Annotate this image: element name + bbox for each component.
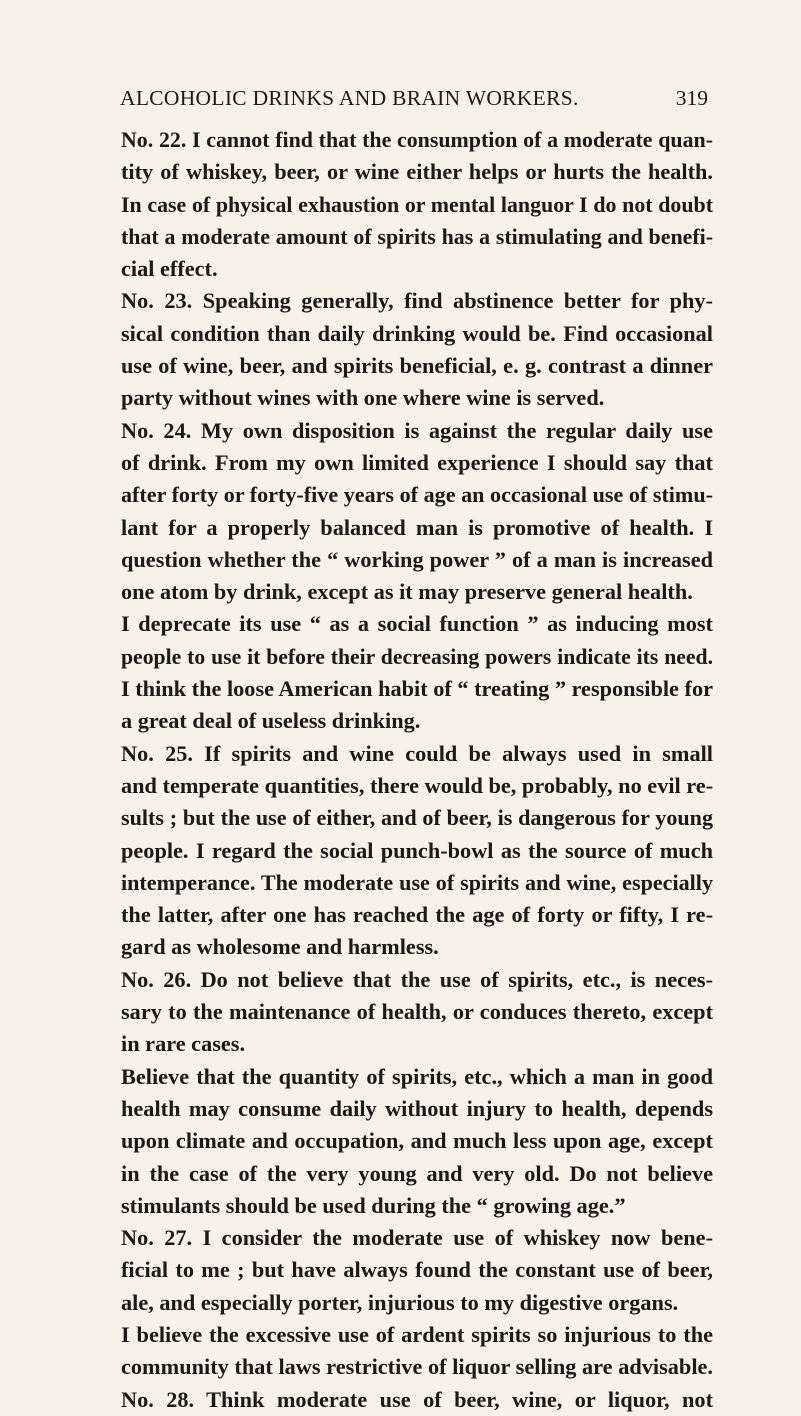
text-line: No. 27. I consider the moderate use of whiskey now bene- bbox=[121, 1225, 713, 1251]
text-line: intemperance. The moderate use of spirits and wine, especially bbox=[121, 869, 713, 895]
text-line: I believe the excessive use of ardent spirits so injurious to the bbox=[121, 1321, 713, 1347]
text-line: ale, and especially porter, injurious to my digestive organs. bbox=[121, 1289, 679, 1315]
text-line: I think the loose American habit of “ treating ” responsible for bbox=[121, 676, 713, 702]
text-line: No. 25. If spirits and wine could be always used in small bbox=[121, 740, 713, 766]
text-line: sults ; but the use of either, and of beer, is dangerous for young bbox=[121, 805, 713, 831]
text-line: No. 24. My own disposition is against the regular daily use bbox=[121, 417, 713, 443]
text-line: community that laws restrictive of liquor selling are advisable. bbox=[121, 1354, 713, 1380]
text-line: party without wines with one where wine is served. bbox=[121, 385, 605, 411]
text-line: the latter, after one has reached the age of forty or fifty, I re- bbox=[121, 902, 713, 928]
text-line: people to use it before their decreasing powers indicate its need. bbox=[121, 644, 713, 669]
text-line: in the case of the very young and very old. Do not believe bbox=[121, 1160, 713, 1186]
text-line: in rare cases. bbox=[121, 1031, 246, 1057]
text-line: health may consume daily without injury to health, depends bbox=[121, 1095, 713, 1121]
text-line: lant for a properly balanced man is promotive of health. I bbox=[121, 514, 713, 540]
text-line: after forty or forty-five years of age an occasional use of stimu- bbox=[121, 482, 713, 508]
page-number: 319 bbox=[675, 86, 708, 110]
text-line: question whether the “ working power ” of a man is increased bbox=[121, 546, 713, 572]
text-line: No. 22. I cannot find that the consumption of a moderate quan- bbox=[121, 127, 713, 152]
text-line: sary to the maintenance of health, or conduces thereto, except bbox=[121, 999, 713, 1025]
text-line: No. 26. Do not believe that the use of spirits, etc., is neces- bbox=[121, 966, 713, 992]
text-line: stimulants should be used during the “ growing age.” bbox=[121, 1192, 626, 1218]
running-head: ALCOHOLIC DRINKS AND BRAIN WORKERS. bbox=[120, 86, 579, 110]
page-header bbox=[0, 86, 801, 116]
body-text bbox=[121, 124, 713, 1416]
text-line: upon climate and occupation, and much less upon age, except bbox=[121, 1128, 713, 1154]
text-line: people. I regard the social punch-bowl as the source of much bbox=[121, 837, 713, 863]
text-line: one atom by drink, except as it may preserve general health. bbox=[121, 579, 693, 605]
text-line: gard as wholesome and harmless. bbox=[121, 934, 439, 960]
text-line: No. 23. Speaking generally, find abstinence better for phy- bbox=[121, 288, 713, 314]
text-line: of drink. From my own limited experience I should say that bbox=[121, 449, 713, 475]
text-line: use of wine, beer, and spirits beneficial, e. g. contrast a dinner bbox=[121, 353, 713, 379]
text-line: No. 28. Think moderate use of beer, wine, or liquor, not bbox=[121, 1386, 713, 1412]
text-line: sical condition than daily drinking would be. Find occasional bbox=[121, 320, 713, 346]
text-line: In case of physical exhaustion or mental languor I do not doubt bbox=[121, 191, 713, 217]
text-line: that a moderate amount of spirits has a stimulating and benefi- bbox=[121, 223, 713, 249]
text-line: cial effect. bbox=[121, 256, 218, 282]
text-line: ficial to me ; but have always found the constant use of beer, bbox=[121, 1257, 713, 1283]
text-line: I deprecate its use “ as a social function ” as inducing most bbox=[121, 611, 713, 637]
text-line: Believe that the quantity of spirits, etc., which a man in good bbox=[121, 1063, 713, 1089]
text-line: tity of whiskey, beer, or wine either helps or hurts the health. bbox=[121, 159, 713, 185]
text-line: a great deal of useless drinking. bbox=[121, 708, 421, 734]
text-line: and temperate quantities, there would be, probably, no evil re- bbox=[121, 772, 714, 798]
